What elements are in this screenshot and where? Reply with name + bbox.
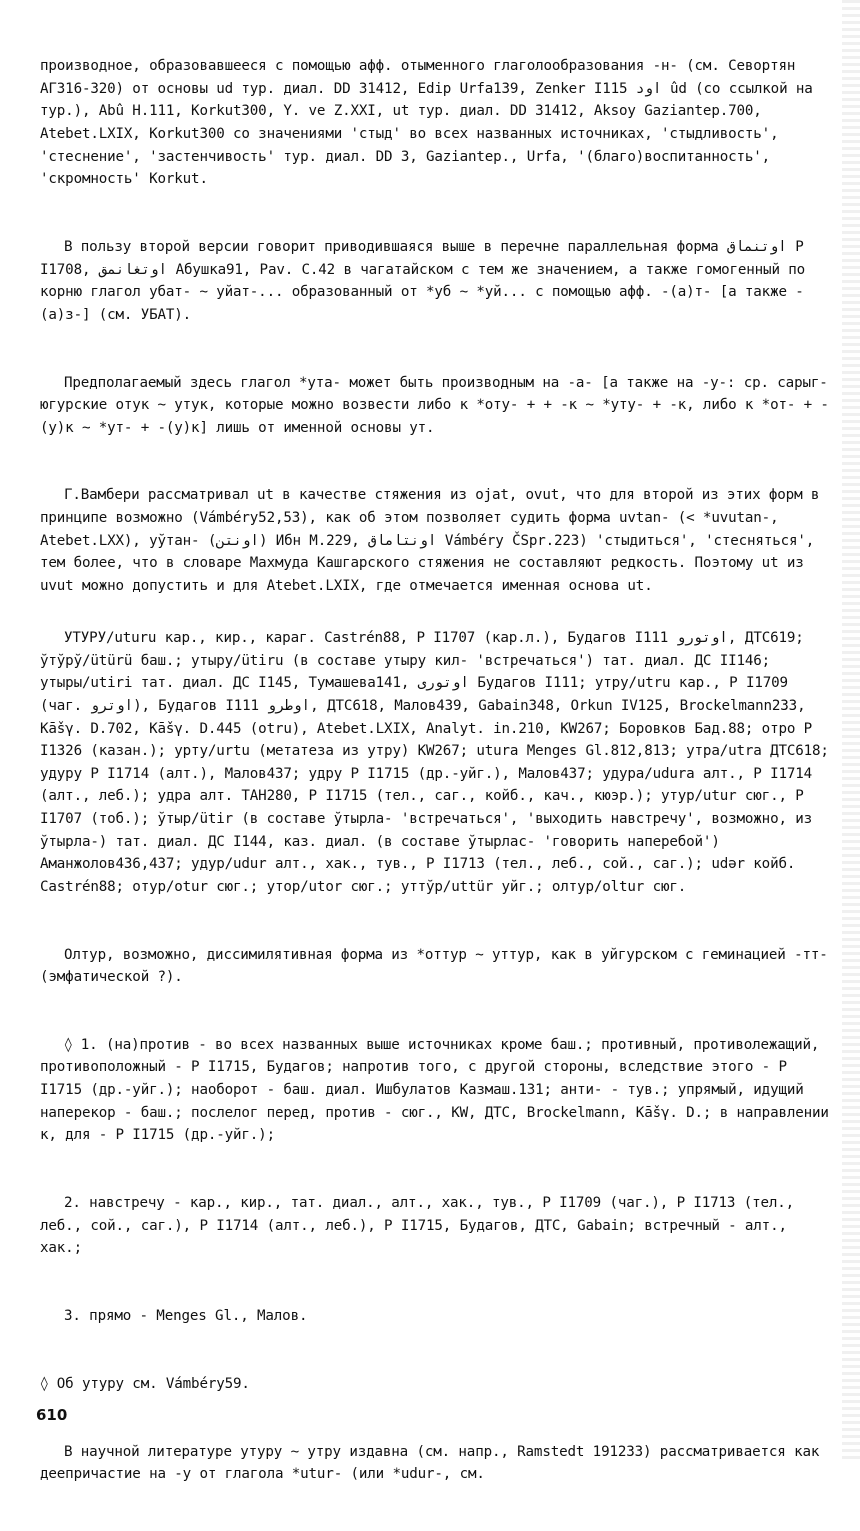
paragraph: Предполагаемый здесь глагол *ута- может быть производным на -а- [а также на -у-: ср. сарыг-югурские отук ~ утук, которые можно возвести либо к *оту- + + -к ~ *уту- + -к, либо к *от- + -(у)к ~ *ут- + -(у)к] лишь от именной основы ут.	[40, 374, 829, 436]
dictionary-entry	[40, 582, 838, 1531]
paragraph: В пользу второй версии говорит приводившаяся выше в перечне параллельная форма اوتنماق P I1708, اوتغانمق Абушка91, Pav. C.42 в чагатайском с тем же значением, а также гомогенный по корню глагол убат- ~ уйат-... образованный от *уб ~ *уй... с помощью афф. -(а)т- [а также -(а)з-] (см. УБАТ).	[40, 238, 814, 323]
page-number: 610	[36, 1406, 68, 1424]
paragraph: производное, образовавшееся с помощью афф. отыменного глаголообразования -н- (см. Севортян АГ316-320) от основы ud тур. диал. DD 31412, Edip Urfa139, Zenker I115 اود ûd (со ссылкой на тур.), Abû H.111, Korkut300, Y. ve Z.XXI, ut тур. диал. DD 31412, Aksoy Gaziantep.700, Atebet.LXIX, Korkut300 со значениями 'стыд' во всех названных источниках, 'стыдливость', 'стеснение', 'застенчивость' тур. диал. DD 3, Gaziantep., Urfa, '(благо)воспитанность', 'скромность' Korkut.	[40, 58, 822, 188]
paragraph: В научной литературе утуру ~ утру издавна (см. напр., Ramstedt 191233) рассматривается как деепричастие на -у от глагола *utur- (или *udur-, см.	[40, 1443, 828, 1483]
entry-forms: УТУРУ/uturu кар., кир., караг. Castrén88, P I1707 (кар.л.), Будагов I111 اوتورو, ДТС619; ўтўрў/ütürü баш.; утыру/ütiru (в составе утыру кил- 'встречаться') тат. диал. ДС II146; утыры/utiri тат. диал. ДС I145, Тумашева141, اوتورى Будагов I111; утру/utru кар., P I1709 (чаг. اوترو), Будагов I111 اوطرو, ДТС618, Малов439, Gabain348, Orkun IV125, Brockelmann233, Kāšγ. D.702, Kāšγ. D.445 (otru), Atebet.LXIX, Analyt. in.210, KW267; Боровков Бад.88; отро P I1326 (казан.); урту/urtu (метатеза из утру) KW267; utura Menges Gl.812,813; утра/utra ДТС618; удуру P I1714 (алт.), Малов437; удру P I1715 (др.-уйг.), Малов437; удура/udura алт., P I1714 (алт., леб.); удра алт. ТАН280, P I1715 (тел., саг., койб., кач., кюэр.); утур/utur сюг., P I1707 (тоб.); ўтыр/ütir (в составе ўтырла- 'встречаться', 'выходить навстречу', возможно, из ўтырла-) тат. диал. ДС I144, каз. диал. (в составе ўтырлас- 'говорить наперебой') Аманжолов436,437; удур/udur алт., хак., тув., P I1713 (тел., леб., сой., саг.); udər койб. Castrén88; отур/otur сюг.; утор/utor сюг.; уттўр/uttür уйг.; олтур/oltur сюг.	[40, 630, 838, 895]
meaning-2: 2. навстречу - кар., кир., тат. диал., алт., хак., тув., P I1709 (чаг.), P I1713 (тел., леб., сой., саг.), P I1714 (алт., леб.), P I1715, Будагов, ДТС, Gabain; встречный - алт., хак.;	[40, 1195, 803, 1257]
meaning-1: ◊ 1. (на)против - во всех названных выше источниках кроме баш.; противный, противолежащий, противоположный - P I1715, Будагов; напротив того, с другой стороны, вследствие этого - P I1715 (др.-уйг.); наоборот - баш. диал. Ишбулатов Казмаш.131; анти- - тув.; упрямый, идущий наперекор - баш.; послелог перед, против - сюг., KW, ДТС, Brockelmann, Kāšγ. D.; в направлении к, для - P I1715 (др.-уйг.);	[40, 1036, 838, 1144]
reference-note: ◊ Об утуру см. Vámbéry59.	[40, 1375, 250, 1392]
paragraph: Г.Вамбери рассматривал ut в качестве стяжения из ojat, ovut, что для второй из этих форм в принципе возможно (Vámbéry52,53), как об этом позволяет судить форма uvtan- (< *uvutan-, Atebet.LXX), уўтан- (اونتن) Ибн М.229, اونتاماق Vámbéry ČSpr.223) 'стыдиться', 'стесняться', тем более, что в словаре Махмуда Кашгарского стяжения не составляют редкость. Поэтому ut из uvut можно допустить и для Atebet.LXIX, где отмечается именная основа ut.	[40, 487, 828, 594]
scan-edge	[842, 0, 860, 1463]
paragraph: Олтур, возможно, диссимилятивная форма из *оттур ~ уттур, как в уйгурском с геминацией -тт- (эмфатической ?).	[40, 946, 837, 986]
meaning-3: 3. прямо - Menges Gl., Малов.	[64, 1308, 308, 1324]
text-block-top	[40, 10, 830, 643]
